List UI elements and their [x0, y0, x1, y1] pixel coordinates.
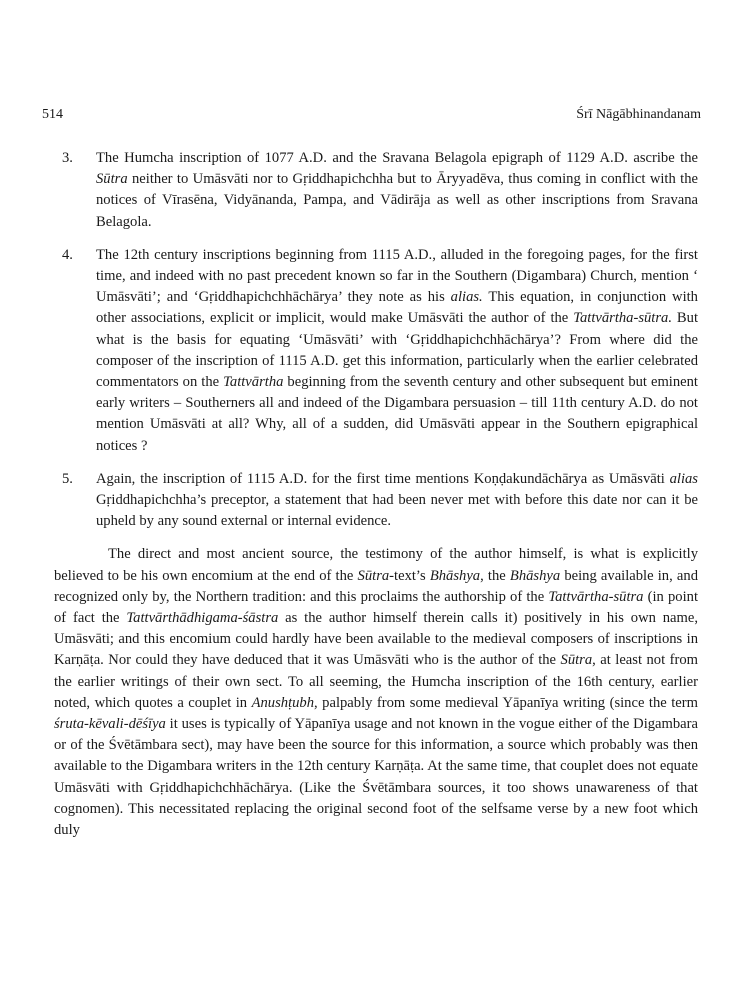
italic-term: Tattvārtha-sūtra. — [573, 310, 672, 327]
italic-term: Sūtra — [357, 567, 390, 584]
italic-term: śruta-kēvali-dēśīya — [54, 716, 166, 733]
text-run: being available in, and recognized only by, the Northern tradition: and this proclaims the authorship of the — [54, 567, 698, 605]
italic-term: alias — [669, 470, 698, 487]
page-body — [42, 148, 698, 841]
text-run: The direct and most ancient source, the testimony of the author himself, is what is explicitly believed to be his own encomium at the end of the — [54, 546, 698, 584]
italic-term: Bhāshya — [429, 567, 481, 584]
item-number: 5. — [62, 470, 73, 487]
text-run: beginning from the seventh century and other subsequent but eminent early writers – Southerners all and indeed of the Digambara persuasion – till 11th century A.D. do not mention Umāsvāti at all? Why, all of a sudden, did Umāsvāti appear in the Southern epigraphical notices ? — [96, 374, 698, 454]
italic-term: Anushṭubh — [251, 694, 315, 711]
italic-term: Tattvārthādhigama-śāstra — [126, 610, 279, 627]
item-text — [96, 150, 698, 230]
running-title: Śrī Nāgābhinandanam — [576, 107, 701, 122]
numbered-item-5 — [42, 469, 698, 533]
item-number: 4. — [62, 246, 73, 263]
italic-term: Tattvārtha — [223, 374, 284, 391]
text-run: -text’s — [389, 567, 430, 584]
item-text — [96, 471, 698, 529]
text-run: , at least not from the earlier writings of their own sect. To all seeming, the Humcha inscription of the 16th century, earlier noted, which quotes a couplet in — [54, 652, 698, 711]
page-number: 514 — [42, 107, 63, 122]
italic-term: alias. — [450, 289, 483, 306]
text-run: Again, the inscription of 1115 A.D. for the first time mentions Koṇḍakundāchārya as Umāsvāti — [96, 470, 670, 487]
page-header — [42, 107, 701, 127]
numbered-item-4 — [42, 245, 698, 457]
body-paragraph — [42, 544, 698, 841]
italic-term: Sūtra — [560, 652, 593, 669]
item-text — [96, 247, 698, 454]
text-run: This equation, in conjunction with other associations, explicit or implicit, would make Umāsvāti the author of the — [96, 289, 698, 327]
italic-term: Bhāshya — [509, 567, 561, 584]
text-run: it uses is typically of Yāpanīya usage and not known in the vogue either of the Digambara or of the Śvētāmbara sect), may have been the source for this information, a source which probably was then available to the Digambara writers in the 12th century Karṇāṭa. At the same time, that couplet does not equate Umāsvāti with Gṛiddhapichchhāchārya. (Like the Śvētāmbara sources, it too shows unawareness of that cognomen). This necessitated replacing the original second foot of the selfsame verse by a new foot which duly — [54, 716, 698, 839]
text-run: (in point of fact the — [54, 588, 698, 627]
text-run: Gṛiddhapichchha’s preceptor, a statement that had been never met with before this date nor can it be upheld by any sound external or internal evidence. — [96, 492, 698, 530]
item-number: 3. — [62, 150, 73, 166]
text-run: The 12th century inscriptions beginning from 1115 A.D., alluded in the foregoing pages, for the first time, and indeed with no past precedent known so far in the Southern (Digambara) Church, mention ‘ Umāsvāti’; and ‘Gṛiddhapichchhāchārya’ they note as his — [96, 246, 698, 306]
numbered-item-3 — [42, 148, 698, 233]
italic-term: Sūtra — [96, 171, 128, 188]
text-run: , the — [480, 567, 510, 584]
text-run: , palpably from some medieval Yāpanīya writing (since the term — [314, 694, 698, 711]
text-run: The Humcha inscription of 1077 A.D. and the Sravana Belagola epigraph of 1129 A.D. ascribe the — [96, 150, 698, 166]
text-run: neither to Umāsvāti nor to Gṛiddhapichchha but to Āryyadēva, thus coming in conflict with the notices of Vīrasēna, Vidyānanda, Pampa, and Vādirāja as well as other inscriptions from Sravana Belagola. — [96, 171, 698, 230]
text-run: as the author himself therein calls it) positively in his own name, Umāsvāti; and this encomium could hardly have been available to the medieval composers of inscriptions in Karṇāṭa. Nor could they have deduced that it was Umāsvāti who is the author of the — [54, 610, 698, 669]
text-run: But what is the basis for equating ‘Umāsvāti’ with ‘Gṛiddhapichchhāchārya’? From where did the composer of the inscription of 1115 A.D. get this information, particularly when the earlier celebrated commentators on the — [96, 310, 698, 391]
italic-term: Tattvārtha-sūtra — [548, 588, 644, 605]
